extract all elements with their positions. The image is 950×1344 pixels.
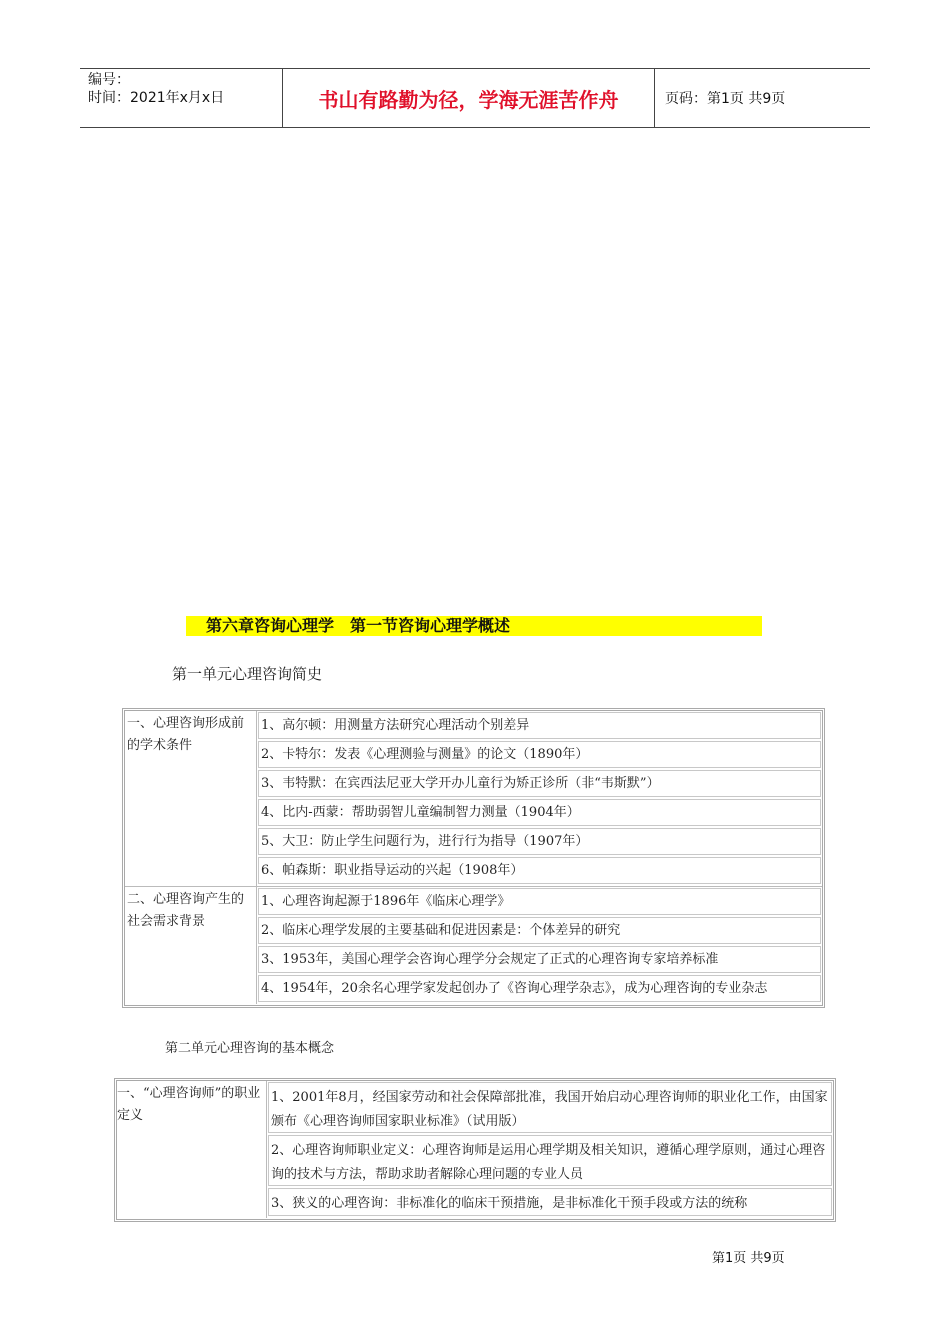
table-row: 4、1954年，20余名心理学家发起创办了《咨询心理学杂志》，成为心理咨询的专业杂志: [258, 975, 821, 1002]
table-group: [125, 887, 822, 1004]
table-row: 1、高尔顿：用测量方法研究心理活动个别差异: [258, 712, 821, 739]
table-row: 6、帕森斯：职业指导运动的兴起（1908年）: [258, 857, 821, 884]
number-label: 编号：: [88, 72, 130, 88]
unit1-table: [122, 708, 825, 1008]
unit1-title: 第一单元心理咨询简史: [172, 665, 323, 683]
table-row: 3、韦特默：在宾西法尼亚大学开办儿童行为矫正诊所（非“韦斯默”）: [258, 770, 821, 797]
table-row: 2、心理咨询师职业定义：心理咨询师是运用心理学期及相关知识，遵循心理学原则，通过心理咨询的技术与方法，帮助求助者解除心理问题的专业人员: [268, 1135, 832, 1186]
unit2-table: [114, 1078, 836, 1222]
page-footer: 第1页 共9页: [712, 1251, 785, 1266]
time-label: 时间：2021年x月x日: [88, 90, 225, 106]
unit2-title: 第二单元心理咨询的基本概念: [165, 1041, 335, 1056]
table-row: 3、1953年，美国心理学会咨询心理学分会规定了正式的心理咨询专家培养标准: [258, 946, 821, 973]
table-row: 2、卡特尔：发表《心理测验与测量》的论文（1890年）: [258, 741, 821, 768]
table-row: 4、比内-西蒙：帮助弱智儿童编制智力测量（1904年）: [258, 799, 821, 826]
group-label: 二、心理咨询产生的社会需求背景: [125, 887, 257, 1004]
table-row: 2、临床心理学发展的主要基础和促进因素是：个体差异的研究: [258, 917, 821, 944]
header-page-info: 页码：第1页 共9页: [665, 91, 786, 107]
table-group: [125, 711, 822, 887]
group-label: 一、“心理咨询师”的职业定义: [117, 1081, 267, 1218]
table-row: 1、心理咨询起源于1896年《临床心理学》: [258, 888, 821, 915]
table-group: [117, 1081, 833, 1218]
table-row: 3、狭义的心理咨询：非标准化的临床干预措施，是非标准化干预手段或方法的统称: [268, 1188, 832, 1216]
header-motto: 书山有路勤为径，学海无涯苦作舟: [282, 69, 655, 127]
table-row: 1、2001年8月，经国家劳动和社会保障部批准，我国开始启动心理咨询师的职业化工作，由国家颁布《心理咨询师国家职业标准》（试用版）: [268, 1082, 832, 1133]
table-row: 5、大卫：防止学生问题行为，进行行为指导（1907年）: [258, 828, 821, 855]
page-header: [80, 68, 870, 128]
group-label: 一、心理咨询形成前的学术条件: [125, 711, 257, 886]
header-meta: [80, 69, 282, 127]
chapter-title: 第六章咨询心理学 第一节咨询心理学概述: [186, 616, 762, 636]
